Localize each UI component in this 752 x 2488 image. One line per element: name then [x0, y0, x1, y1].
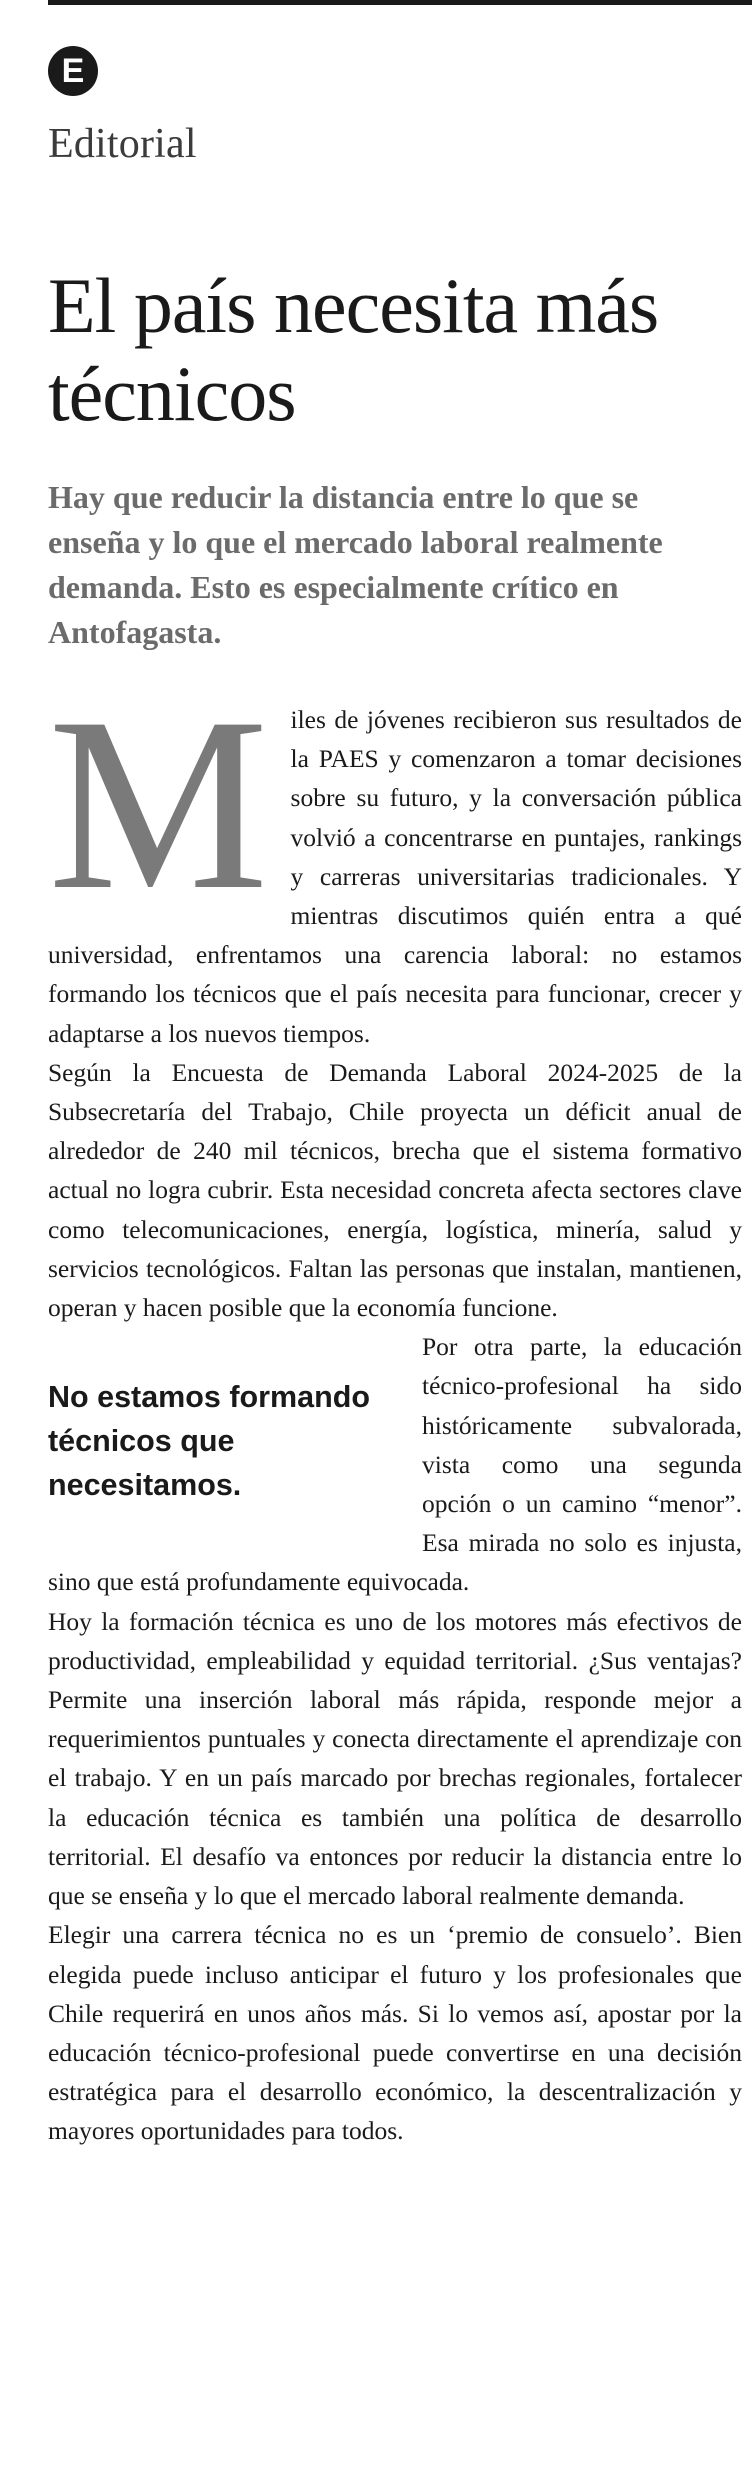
article-deck: Hay que reducir la distancia entre lo que se enseña y lo que el mercado laboral realmente demanda. Esto es especialmente crítico en Antofagasta.: [48, 479, 663, 650]
paragraph-3: Por otra parte, la educación técnico-profesional ha sido históricamente subvalorada, vista como una segunda opción o un camino “menor”. Esa mirada no solo es injusta, sino que está profundamente equivocada.: [48, 1332, 742, 1597]
editorial-badge: E: [48, 46, 98, 96]
paragraph-4: Hoy la formación técnica es uno de los motores más efectivos de productividad, empleabilidad y equidad territorial. ¿Sus ventajas? Permite una inserción laboral más rápida, responde mejor a requerimientos puntuales y conecta directamente el aprendizaje con el trabajo. Y en un país marcado por brechas regionales, fortalecer la educación técnica es también una política de desarrollo territorial. El desafío va entonces por reducir la distancia entre lo que se enseña y lo que el mercado laboral realmente demanda.: [48, 1606, 742, 1911]
pull-quote: No estamos formando técnicos que necesitamos.: [48, 1380, 370, 1503]
paragraph-1: iles de jóvenes recibieron sus resultados de la PAES y comenzaron a tomar decisiones sobre su futuro, y la conversación pública volvió a concentrarse en puntajes, rankings y carreras universitarias tradicionales. Y mientras discutimos quién entra a qué universidad, enfrentamos una carencia laboral: no estamos formando los técnicos que el país necesita para funcionar, crecer y adaptarse a los nuevos tiempos.: [48, 705, 742, 1048]
paragraph-5: Elegir una carrera técnica no es un ‘premio de consuelo’. Bien elegida puede incluso anticipar el futuro y los profesionales que Chile requerirá en unos años más. Si lo vemos así, apostar por la educación técnico-profesional puede convertirse en una decisión estratégica para el desarrollo económico, la descentralización y mayores oportunidades para todos.: [48, 1920, 742, 2146]
top-rule: [48, 0, 752, 5]
article-body: [48, 666, 742, 2151]
section-label: Editorial: [48, 121, 197, 167]
paragraph-2: Según la Encuesta de Demanda Laboral 2024-2025 de la Subsecretaría del Trabajo, Chile proyecta un déficit anual de alrededor de 240 mil técnicos, brecha que el sistema formativo actual no logra cubrir. Esta necesidad concreta afecta sectores clave como telecomunicaciones, energía, logística, minería, salud y servicios tecnológicos. Faltan las personas que instalan, mantienen, operan y hacen posible que la economía funcione.: [48, 1057, 742, 1323]
drop-cap: M: [48, 666, 269, 941]
article-title: El país necesita más técnicos: [48, 262, 659, 437]
